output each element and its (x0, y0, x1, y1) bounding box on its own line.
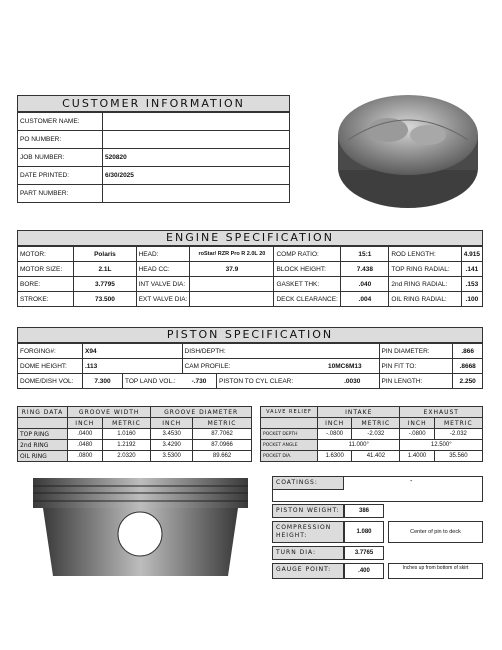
coatings-value: - (410, 478, 413, 485)
cam-value: 10MC6M13 (326, 359, 379, 374)
top-ring-label: TOP RING (18, 429, 68, 440)
ex-metric-header: METRIC (434, 418, 482, 429)
second-ring-radial-value: .153 (461, 277, 482, 292)
po-value (103, 131, 290, 149)
piston-title: PISTON SPECIFICATION (166, 328, 334, 341)
ext-valve-label: EXT VALVE DIA: (136, 292, 190, 307)
piston-side-image (28, 476, 253, 586)
table-row (261, 440, 483, 451)
deck-clearance-value: .004 (341, 292, 389, 307)
second-ring-gw-in: .0480 (68, 440, 103, 451)
pin-dia-label: PIN DIAMETER: (379, 344, 453, 359)
compression-label: COMPRESSION HEIGHT: (272, 521, 344, 543)
customer-title: CUSTOMER INFORMATION (62, 97, 245, 110)
gd-inch-header: INCH (151, 418, 193, 429)
piston-table (17, 343, 483, 389)
pocket-depth-ex-mm: -2.032 (434, 429, 482, 440)
int-valve-value (190, 277, 274, 292)
gauge-point-value: .400 (344, 563, 384, 579)
engine-header (17, 230, 483, 246)
dome-height-label: DOME HEIGHT: (18, 359, 83, 374)
pocket-depth-label: POCKET DEPTH (261, 429, 318, 440)
customer-table (17, 112, 290, 203)
pocket-depth-int-in: -.0800 (318, 429, 352, 440)
ring-data-table (17, 406, 252, 462)
int-valve-label: INT VALVE DIA: (136, 277, 190, 292)
po-label: PO NUMBER: (18, 131, 103, 149)
coatings-label: COATINGS: (272, 476, 344, 490)
part-label: PART NUMBER: (18, 185, 103, 203)
pocket-angle-ex: 12.500° (400, 440, 483, 451)
ext-valve-value (190, 292, 274, 307)
compression-value: 1.080 (344, 521, 384, 543)
second-ring-gw-mm: 1.2192 (102, 440, 151, 451)
engine-table (17, 246, 483, 307)
pin-len-label: PIN LENGTH: (379, 374, 453, 389)
motor-size-label: MOTOR SIZE: (18, 262, 74, 277)
pocket-angle-label: POCKET ANGLE (261, 440, 318, 451)
head-cc-label: HEAD CC: (136, 262, 190, 277)
top-land-label: TOP LAND VOL.: (123, 374, 183, 389)
customer-name-value (103, 113, 290, 131)
second-ring-label: 2nd RING (18, 440, 68, 451)
comp-ratio-label: COMP RATIO: (274, 247, 341, 262)
motor-value: Polaris (74, 247, 136, 262)
pocket-dia-int-in: 1.6300 (318, 451, 352, 462)
forging-label: FORGING#: (18, 344, 83, 359)
int-metric-header: METRIC (352, 418, 400, 429)
ex-inch-header: INCH (400, 418, 434, 429)
top-ring-gw-mm: 1.0160 (102, 429, 151, 440)
top-ring-radial-label: TOP RING RADIAL: (389, 262, 461, 277)
groove-width-header: GROOVE WIDTH (68, 407, 151, 418)
ring-data-header: RING DATA (18, 407, 68, 418)
gw-metric-header: METRIC (102, 418, 151, 429)
valve-relief-table (260, 406, 483, 462)
oil-ring-gw-mm: 2.0320 (102, 451, 151, 462)
piston-top-image (318, 80, 488, 220)
top-ring-gd-mm: 87.7062 (193, 429, 252, 440)
job-value: 520820 (103, 149, 290, 167)
oil-ring-label: OIL RING (18, 451, 68, 462)
gw-inch-header: INCH (68, 418, 103, 429)
rod-length-label: ROD LENGTH: (389, 247, 461, 262)
pocket-depth-ex-in: -.0800 (400, 429, 434, 440)
pocket-dia-label: POCKET DIA. (261, 451, 318, 462)
valve-relief-header: VALVE RELIEF (261, 407, 318, 418)
customer-name-label: CUSTOMER NAME: (18, 113, 103, 131)
block-height-value: 7.438 (341, 262, 389, 277)
comp-ratio-value: 15:1 (341, 247, 389, 262)
oil-ring-gw-in: .0800 (68, 451, 103, 462)
top-ring-gw-in: .0400 (68, 429, 103, 440)
second-ring-radial-label: 2nd RING RADIAL: (389, 277, 461, 292)
motor-size-value: 2.1L (74, 262, 136, 277)
p2c-value: .0030 (326, 374, 379, 389)
pin-dia-value: .866 (453, 344, 483, 359)
dome-vol-value: 7.300 (83, 374, 123, 389)
weight-label: PISTON WEIGHT: (272, 504, 344, 518)
table-row (18, 429, 252, 440)
p2c-label: PISTON TO CYL CLEAR: (217, 374, 327, 389)
dish-value (326, 344, 379, 359)
stroke-label: STROKE: (18, 292, 74, 307)
pocket-dia-ex-mm: 35.560 (434, 451, 482, 462)
head-cc-value: 37.9 (190, 262, 274, 277)
forging-value: X94 (83, 344, 183, 359)
dome-height-value: .113 (83, 359, 183, 374)
gasket-value: .040 (341, 277, 389, 292)
cam-label: CAM PROFILE: (182, 359, 326, 374)
deck-clearance-label: DECK CLEARANCE: (274, 292, 341, 307)
bore-value: 3.7795 (74, 277, 136, 292)
intake-header: INTAKE (318, 407, 400, 418)
top-ring-radial-value: .141 (461, 262, 482, 277)
part-value (103, 185, 290, 203)
pocket-depth-int-mm: -2.032 (352, 429, 400, 440)
block-height-label: BLOCK HEIGHT: (274, 262, 341, 277)
second-ring-gd-mm: 87.0966 (193, 440, 252, 451)
gd-metric-header: METRIC (193, 418, 252, 429)
table-row (261, 451, 483, 462)
gasket-label: GASKET THK: (274, 277, 341, 292)
compression-note: Center of pin to deck (388, 521, 483, 543)
customer-header (17, 95, 290, 112)
top-land-value: -.730 (182, 374, 217, 389)
oil-ring-radial-value: .100 (461, 292, 482, 307)
pocket-dia-int-mm: 41.402 (352, 451, 400, 462)
engine-title: ENGINE SPECIFICATION (166, 231, 334, 244)
gauge-point-label: GAUGE POINT: (272, 563, 344, 579)
groove-diameter-header: GROOVE DIAMETER (151, 407, 252, 418)
turn-dia-label: TURN DIA: (272, 546, 344, 560)
dome-vol-label: DOME/DISH VOL: (18, 374, 83, 389)
piston-header (17, 327, 483, 343)
head-label: HEAD: (136, 247, 190, 262)
pin-fit-label: PIN FIT TO: (379, 359, 453, 374)
date-value: 6/30/2025 (103, 167, 290, 185)
weight-value: 386 (344, 504, 384, 518)
pocket-dia-ex-in: 1.4000 (400, 451, 434, 462)
second-ring-gd-in: 3.4290 (151, 440, 193, 451)
rod-length-value: 4.915 (461, 247, 482, 262)
job-label: JOB NUMBER: (18, 149, 103, 167)
oil-ring-radial-label: OIL RING RADIAL: (389, 292, 461, 307)
date-label: DATE PRINTED: (18, 167, 103, 185)
pin-len-value: 2.250 (453, 374, 483, 389)
pin-fit-value: .8668 (453, 359, 483, 374)
int-inch-header: INCH (318, 418, 352, 429)
table-row (261, 429, 483, 440)
coatings-box (272, 476, 483, 502)
oil-ring-gd-in: 3.5300 (151, 451, 193, 462)
head-value: roStar/ RZR Pro R 2.0L 20 (190, 247, 274, 262)
motor-label: MOTOR: (18, 247, 74, 262)
table-row (18, 451, 252, 462)
turn-dia-value: 3.7765 (344, 546, 384, 560)
top-ring-gd-in: 3.4530 (151, 429, 193, 440)
table-row (18, 440, 252, 451)
bore-label: BORE: (18, 277, 74, 292)
oil-ring-gd-mm: 89.662 (193, 451, 252, 462)
exhaust-header: EXHAUST (400, 407, 483, 418)
dish-label: DISH/DEPTH: (182, 344, 326, 359)
pocket-angle-int: 11.000° (318, 440, 400, 451)
stroke-value: 73.500 (74, 292, 136, 307)
gauge-point-note: Inches up from bottom of skirt (388, 563, 483, 579)
